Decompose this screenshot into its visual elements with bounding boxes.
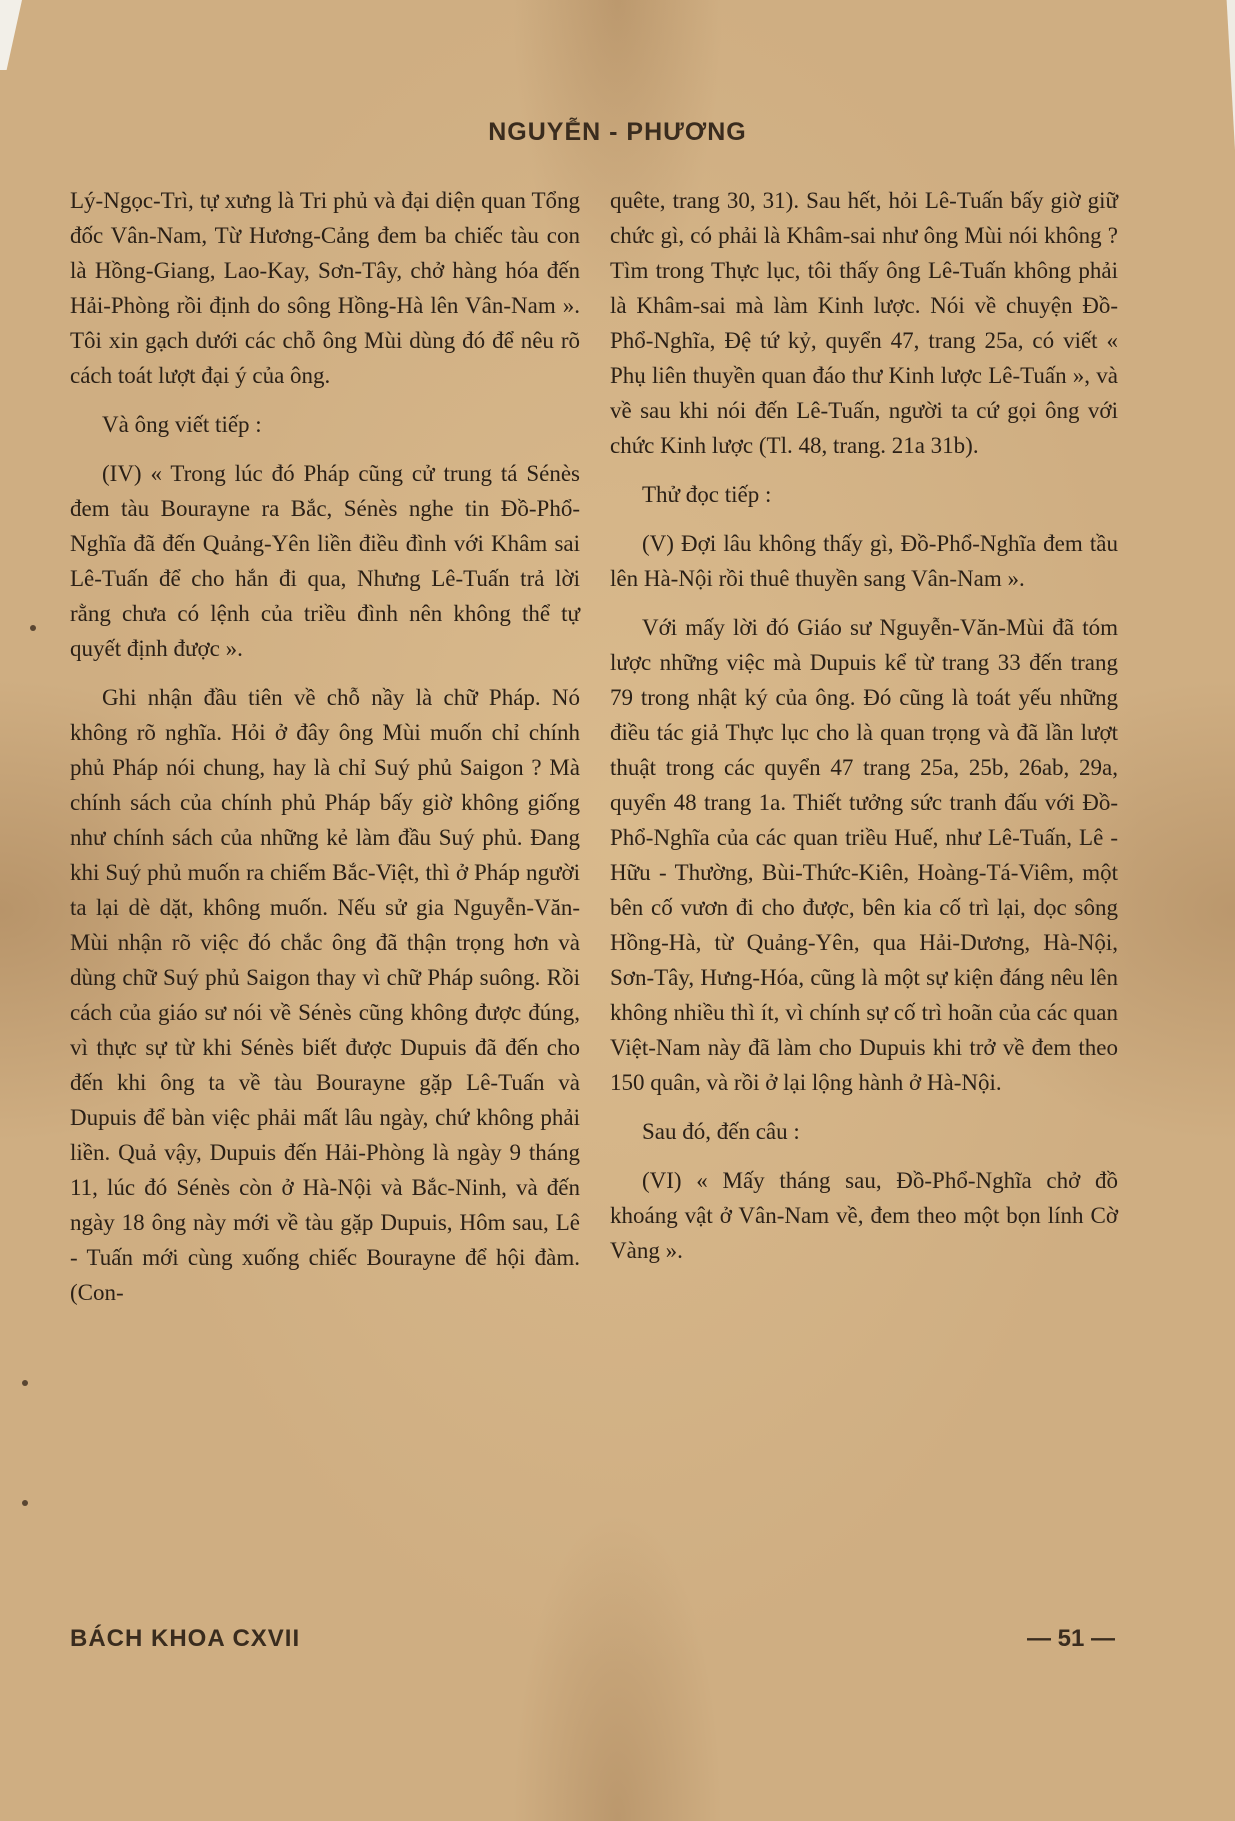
paragraph: quête, trang 30, 31). Sau hết, hỏi Lê-Tuấn bấy giờ giữ chức gì, có phải là Khâm-sai như ông Mùi nói không ? Tìm trong Thực lục, tôi thấy ông Lê-Tuấn không phải là Khâm-sai mà làm Kinh lược. Nói về chuyện Đồ-Phổ-Nghĩa, Đệ tứ kỷ, quyển 47, trang 25a, có viết « Phụ liên thuyền quan đáo thư Kinh lược Lê-Tuấn », và về sau khi nói đến Lê-Tuấn, người ta cứ gọi ông với chức Kinh lược (Tl. 48, trang. 21a 31b). <box>610 188 1118 458</box>
page-number: — 51 — <box>1026 1625 1115 1652</box>
torn-corner <box>0 0 22 70</box>
binding-mark <box>30 625 36 631</box>
binding-mark <box>22 1380 28 1386</box>
paragraph: (IV) « Trong lúc đó Pháp cũng cử trung tá Sénès đem tàu Bourayne ra Bắc, Sénès nghe tin Đồ-Phổ-Nghĩa đã đến Quảng-Yên liền điều đình với Khâm sai Lê-Tuấn để cho hắn đi qua, Nhưng Lê-Tuấn trả lời rằng chưa có lệnh của triều đình nên không thể tự quyết định được ». <box>70 461 580 661</box>
publication-title: BÁCH KHOA CXVII <box>70 1625 301 1652</box>
paragraph: Và ông viết tiếp : <box>102 412 262 437</box>
page-header: NGUYỄN - PHƯƠNG <box>488 118 747 146</box>
left-column <box>70 183 580 1324</box>
paragraph: (VI) « Mấy tháng sau, Đồ-Phổ-Nghĩa chở đồ khoáng vật ở Vân-Nam về, đem theo một bọn lính Cờ Vàng ». <box>610 1168 1118 1263</box>
paragraph: Thử đọc tiếp : <box>642 482 772 507</box>
paragraph: Ghi nhận đầu tiên về chỗ nầy là chữ Pháp. Nó không rõ nghĩa. Hỏi ở đây ông Mùi muốn chỉ chính phủ Pháp nói chung, hay là chỉ Suý phủ Saigon ? Mà chính sách của chính phủ Pháp bấy giờ không giống như chính sách của những kẻ làm đầu Suý phủ. Đang khi Suý phủ muốn ra chiếm Bắc-Việt, thì ở Pháp người ta lại dè dặt, không muốn. Nếu sử gia Nguyễn-Văn-Mùi nhận rõ việc đó chắc ông đã thận trọng hơn và dùng chữ Suý phủ Saigon thay vì chữ Pháp suông. Rồi cách của giáo sư nói về Sénès cũng không được đúng, vì thực sự từ khi Sénès biết được Dupuis đã đến cho đến khi ông ta về tàu Bourayne gặp Lê-Tuấn và Dupuis để bàn việc phải mất lâu ngày, chứ không phải liền. Quả vậy, Dupuis đến Hải-Phòng là ngày 9 tháng 11, lúc đó Sénès còn ở Hà-Nội và Bắc-Ninh, và đến ngày 18 ông này mới về tàu gặp Dupuis, Hôm sau, Lê - Tuấn mới cùng xuống chiếc Bourayne để hội đàm. (Con- <box>70 685 580 1305</box>
paragraph: Sau đó, đến câu : <box>642 1119 800 1144</box>
paragraph: (V) Đợi lâu không thấy gì, Đồ-Phổ-Nghĩa đem tầu lên Hà-Nội rồi thuê thuyền sang Vân-Nam ». <box>610 531 1118 591</box>
right-column <box>610 183 1118 1282</box>
paragraph: Lý-Ngọc-Trì, tự xưng là Tri phủ và đại diện quan Tổng đốc Vân-Nam, Từ Hương-Cảng đem ba chiếc tàu con là Hồng-Giang, Lao-Kay, Sơn-Tây, chở hàng hóa đến Hải-Phòng rồi định do sông Hồng-Hà lên Vân-Nam ». Tôi xin gạch dưới các chỗ ông Mùi dùng đó để nêu rõ cách toát lượt đại ý của ông. <box>70 188 580 388</box>
binding-mark <box>22 1500 28 1506</box>
paragraph: Với mấy lời đó Giáo sư Nguyễn-Văn-Mùi đã tóm lược những việc mà Dupuis kể từ trang 33 đến trang 79 trong nhật ký của ông. Đó cũng là toát yếu những điều tác giả Thực lục cho là quan trọng và đã lần lượt thuật trong các quyển 47 trang 25a, 25b, 26ab, 29a, quyển 48 trang 1a. Thiết tưởng sức tranh đấu với Đồ-Phổ-Nghĩa của các quan triều Huế, như Lê-Tuấn, Lê - Hữu - Thường, Bùi-Thức-Kiên, Hoàng-Tá-Viêm, một bên cố vươn đi cho được, bên kia cố trì lại, dọc sông Hồng-Hà, từ Quảng-Yên, qua Hải-Dương, Hà-Nội, Sơn-Tây, Hưng-Hóa, cũng là một sự kiện đáng nêu lên không nhiều thì ít, vì chính sự cố trì hoãn của các quan Việt-Nam này đã làm cho Dupuis khi trở về đem theo 150 quân, và rồi ở lại lộng hành ở Hà-Nội. <box>610 615 1118 1095</box>
